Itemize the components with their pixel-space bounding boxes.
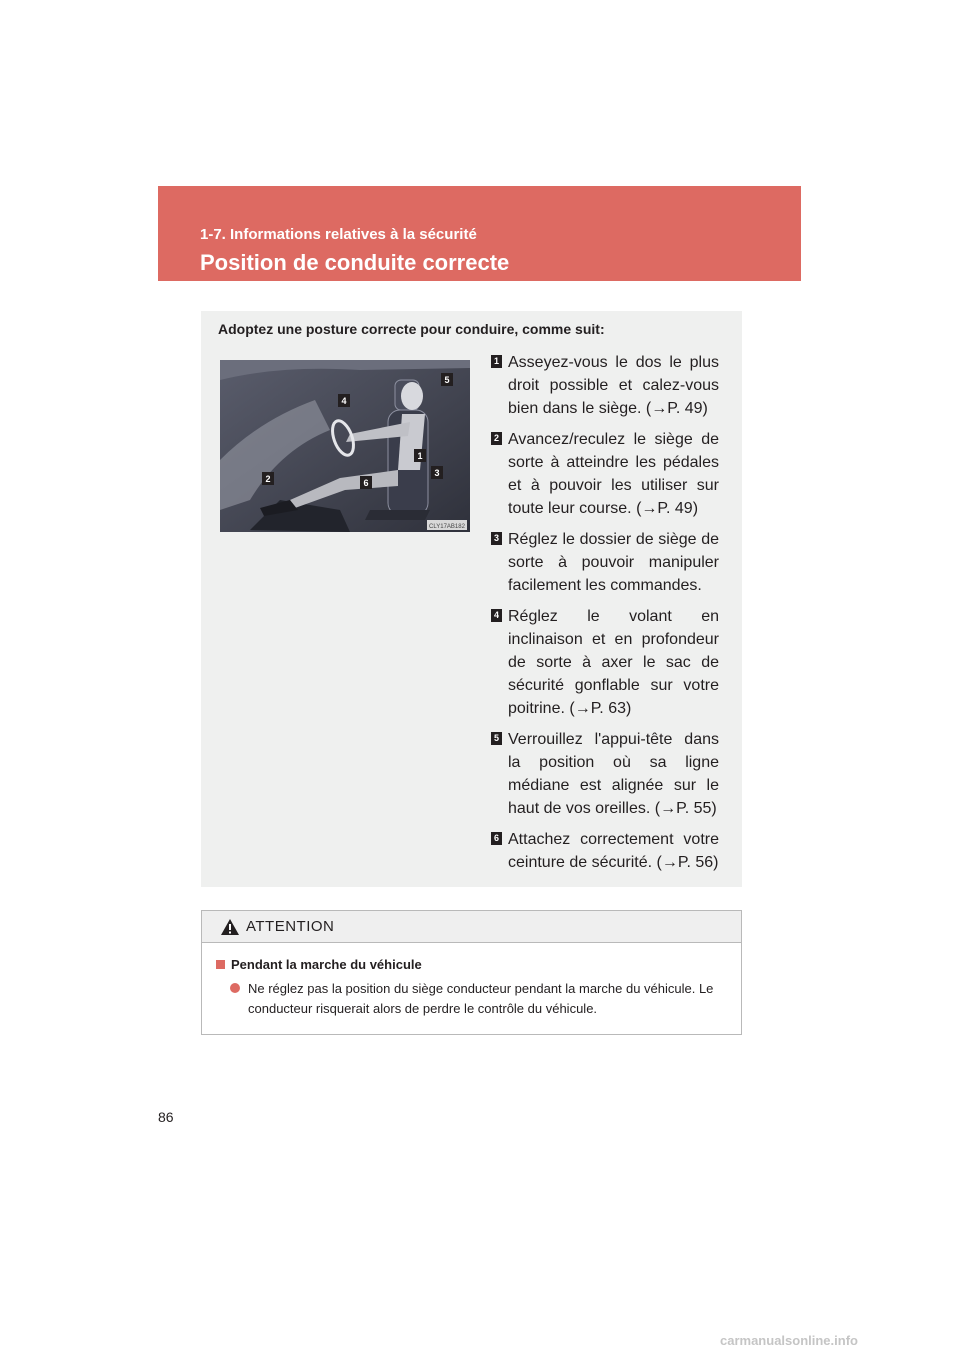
callout-1: 1 — [417, 451, 423, 461]
callout-6: 6 — [363, 478, 369, 488]
step-text: Réglez le dossier de siège de sorte à pouvoir manipuler facilement les commandes. — [508, 531, 719, 594]
warning-text: Ne réglez pas la position du siège conducteur pendant la marche du véhicule. Le conducteur risquerait alors de perdre le contrôle du véhicule. — [248, 981, 714, 1016]
step-number: 3 — [491, 532, 502, 545]
driving-posture-illustration — [220, 360, 470, 532]
square-bullet-icon — [216, 960, 225, 969]
step-number: 4 — [491, 609, 502, 622]
section-label: 1-7. Informations relatives à la sécurité — [200, 226, 477, 243]
list-item — [491, 605, 719, 720]
warning-subtitle — [216, 957, 422, 972]
list-item — [491, 428, 719, 520]
step-number: 2 — [491, 432, 502, 445]
warning-header — [202, 911, 741, 943]
callout-4: 4 — [341, 396, 347, 406]
step-number: 6 — [491, 832, 502, 845]
page-number: 86 — [158, 1109, 174, 1125]
intro-text: Adoptez une posture correcte pour conduire, comme suit: — [218, 321, 605, 337]
list-item — [491, 528, 719, 597]
step-text: Asseyez-vous le dos le plus droit possible et calez-vous bien dans le siège. (→P. 49) — [508, 354, 719, 417]
step-text: Attachez correctement votre ceinture de sécurité. (→P. 56) — [508, 831, 719, 871]
warning-subtitle-text: Pendant la marche du véhicule — [231, 957, 422, 972]
warning-icon — [220, 918, 240, 941]
page-title: Position de conduite correcte — [200, 250, 510, 275]
step-number: 1 — [491, 355, 502, 368]
section-header — [158, 186, 801, 281]
step-text: Avancez/reculez le siège de sorte à atteindre les pédales et à pouvoir les utiliser sur toute leur course. (→P. 49) — [508, 431, 719, 517]
step-text: Réglez le volant en inclinaison et en profondeur de sorte à axer le sac de sécurité gonflable sur votre poitrine. (→P. 63) — [508, 608, 719, 717]
illustration-code: CLY17AB182 — [429, 524, 465, 530]
list-item — [491, 351, 719, 420]
watermark: carmanualsonline.info — [720, 1333, 858, 1348]
step-text: Verrouillez l'appui-tête dans la position où sa ligne médiane est alignée sur le haut de vos oreilles. (→P. 55) — [508, 731, 719, 817]
list-item — [491, 828, 719, 874]
driving-posture-drawing — [220, 360, 470, 532]
callout-3: 3 — [434, 468, 440, 478]
warning-box — [201, 910, 742, 1035]
steps-list — [491, 351, 719, 882]
bullet-icon — [230, 983, 240, 993]
step-number: 5 — [491, 732, 502, 745]
callout-2: 2 — [265, 474, 271, 484]
content-panel — [201, 311, 742, 887]
callout-5: 5 — [444, 375, 450, 385]
warning-title: ATTENTION — [246, 918, 335, 935]
list-item — [491, 728, 719, 820]
